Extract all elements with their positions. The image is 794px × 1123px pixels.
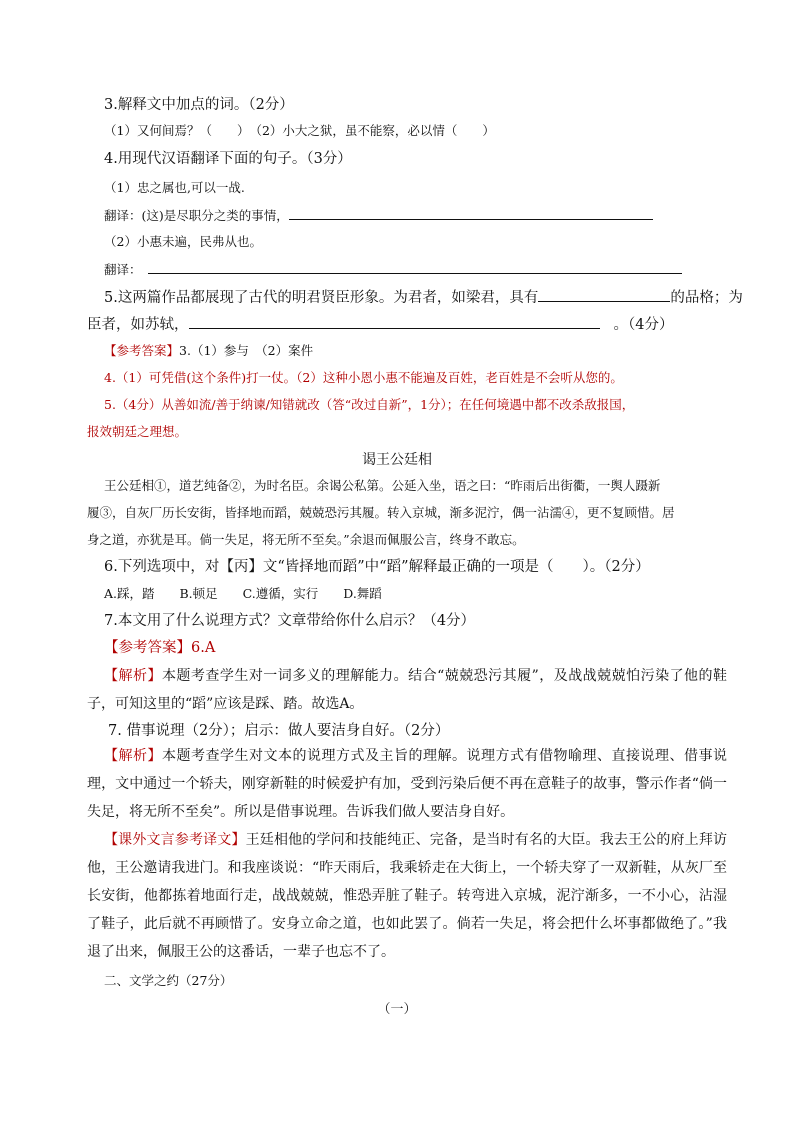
answer-5: 5.（4分）从善如流/善于纳谏/知错就改（答“改过自新”，1分）；在任何境遇中都不改杀敌报国， [104, 397, 635, 412]
passage-line-2: 履③，自灰厂历长安街，皆择地而蹈，兢兢恐污其履。转入京城，渐多泥泞，偶一沾濡④，更不复顾惜。居 [87, 505, 675, 520]
q6-options: A.踩，踏 B.顿足 C.遵循，实行 D.舞蹈 [104, 586, 382, 601]
q4-sentence-2: （2）小惠未遍，民弗从也。 [104, 234, 262, 249]
section-2-subtitle: （一） [377, 1002, 417, 1017]
q3-items: （1）又何间焉？（ ） （2）小大之狱，虽不能察，必以情（ ） [104, 123, 495, 138]
q4-translation-2 [104, 259, 682, 280]
analysis-label: 【解析】 [104, 748, 162, 764]
passage-line-1: 王公廷相①，道艺纯备②，为时名臣。余谒公私第。公延入坐，语之曰：“昨雨后出街衢，一舆人蹑新 [104, 478, 661, 493]
q5-line-1-end: 的品格；为 [670, 290, 743, 306]
answer-6 [104, 638, 215, 658]
q6-title: 6.下列选项中，对【丙】文“皆择地而蹈”中“蹈”解释最正确的一项是（ ）。（2分） [104, 559, 650, 575]
q5-line-1 [104, 287, 743, 308]
q7-title: 7.本文用了什么说理方式？文章带给你什么启示？（4分） [104, 613, 476, 629]
answer-5-cont: 报效朝廷之理想。 [87, 424, 188, 439]
q5-line-2 [87, 314, 673, 335]
analysis-6 [87, 662, 727, 718]
q5-line-1-start: 5.这两篇作品都展现了古代的明君贤臣形象。为君者，如梁君，具有 [104, 290, 539, 306]
answer-4: 4.（1）可凭借(这个条件)打一仗。（2）这种小恩小惠不能遍及百姓，老百姓是不会听从您的。 [104, 370, 623, 385]
answer-3 [104, 341, 313, 361]
analysis-6-text: 本题考查学生对一词多义的理解能力。结合“兢兢恐污其履”，及战战兢兢怕污染了他的鞋子，可知这里的“蹈”应该是踩、踏。故选A。 [87, 668, 728, 712]
translation-text: 王廷相他的学问和技能纯正、完备，是当时有名的大臣。我去王公的府上拜访他，王公邀请我进门。和我座谈说：“昨天雨后，我乘轿走在大街上，一个轿夫穿了一双新鞋，从灰厂至长安街，他都拣着地面行走，战战兢兢，惟恐弄脏了鞋子。转弯进入京城，泥泞渐多，一不小心，沾湿了鞋子，此后就不再顾惜了。安身立命之道，也如此罢了。倘若一失足，将会把什么坏事都做绝了。”我退了出来，佩服王公的这番话，一辈子也忘不了。 [87, 832, 728, 960]
analysis-7-text: 本题考查学生对文本的说理方式及主旨的理解。说理方式有借物喻理、直接说理、借事说理，文中通过一个轿夫，刚穿新鞋的时候爱护有加，受到污染后便不再在意鞋子的故事，警示作者“倘一失足，将无所不至矣”。所以是借事说理。告诉我们做人要洁身自好。 [87, 748, 727, 820]
answer-7: 7. 借事说理（2分）；启示：做人要洁身自好。（2分） [108, 723, 450, 739]
answer-blank[interactable] [189, 314, 600, 329]
passage-title: 谒王公廷相 [362, 452, 432, 468]
answer-blank[interactable] [148, 259, 682, 274]
q5-line-2-start: 臣者，如苏轼， [87, 317, 189, 333]
answer-6-value: 6.A [191, 640, 216, 656]
q5-line-2-end: 。（4分） [613, 317, 674, 333]
q4-title: 4.用现代汉语翻译下面的句子。（3分） [104, 151, 352, 167]
q4-translation-2-label: 翻译： [104, 262, 142, 277]
q4-translation-1 [104, 205, 653, 226]
answer-3-text: 3.（1）参与 （2）案件 [179, 343, 314, 358]
passage-line-3: 身之道，亦犹是耳。倘一失足，将无所不至矣。”余退而佩服公言，终身不敢忘。 [87, 532, 525, 547]
answer-label: 【参考答案】 [104, 343, 180, 358]
analysis-label: 【解析】 [104, 668, 162, 684]
translation [87, 826, 727, 966]
q4-sentence-1: （1）忠之属也,可以一战. [104, 180, 245, 195]
q4-translation-1-label: 翻译：(这)是尽职分之类的事情， [104, 208, 289, 223]
analysis-7 [87, 742, 727, 826]
answer-blank[interactable] [289, 205, 653, 220]
translation-label: 【课外文言参考译文】 [104, 832, 246, 848]
q3-title: 3.解释文中加点的词。（2分） [104, 97, 294, 113]
answer-blank[interactable] [538, 287, 670, 302]
answer-label: 【参考答案】 [104, 640, 191, 656]
section-2-title: 二、文学之约（27分） [104, 973, 233, 988]
